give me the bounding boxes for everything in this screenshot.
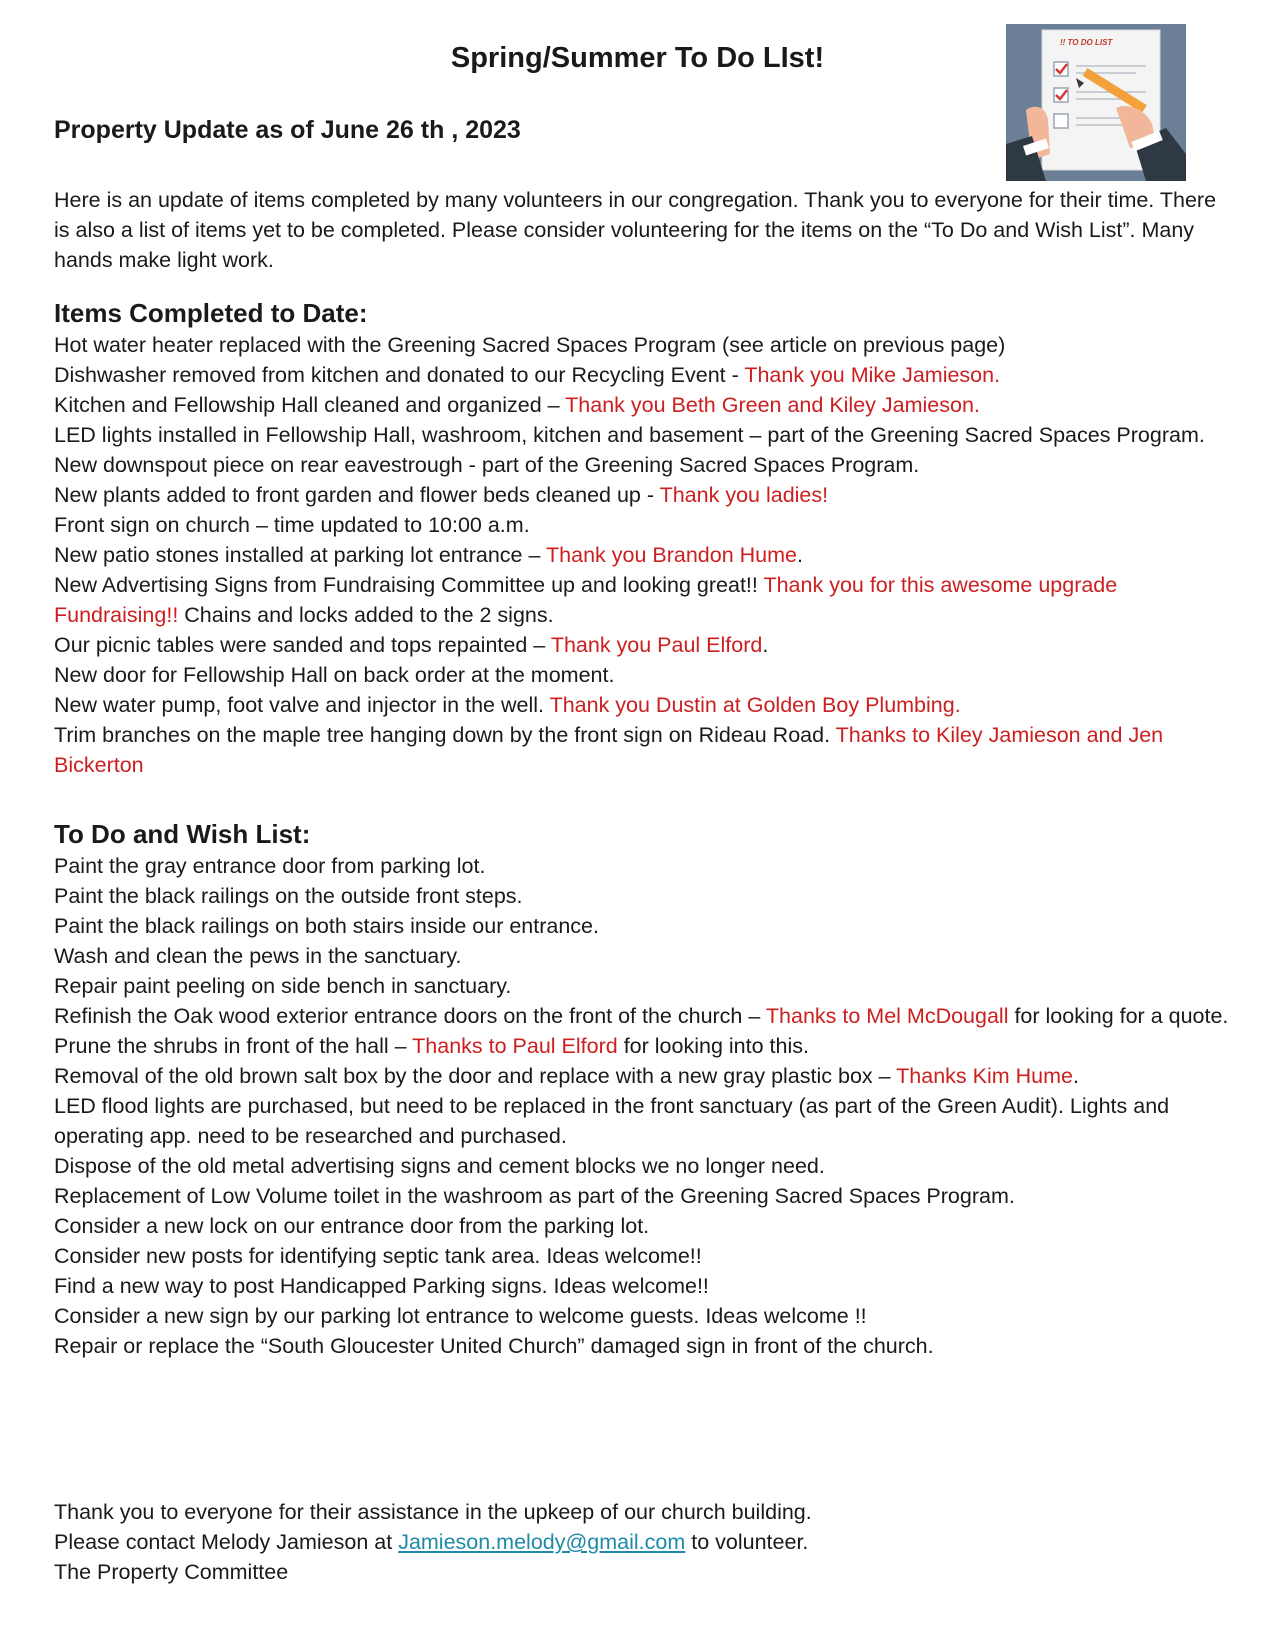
list-item [54,1151,1234,1181]
list-item [54,660,1234,690]
list-item [54,851,1234,881]
closing-thanks: Thank you to everyone for their assistance in the upkeep of our church building. [54,1500,812,1524]
thanks-text: Thank you for this awesome upgrade Fundraising!! [54,573,1118,627]
list-item [54,570,1234,630]
item-text: Dishwasher removed from kitchen and donated to our Recycling Event - [54,363,745,387]
clipboard-title: !! TO DO LIST [1060,38,1113,47]
list-item [54,690,1234,720]
completed-list [54,330,1234,780]
item-text: Refinish the Oak wood exterior entrance doors on the front of the church – [54,1004,766,1028]
contact-text: Please contact Melody Jamieson at [54,1530,399,1554]
thanks-text: Thanks to Paul Elford [412,1034,618,1058]
item-text: Kitchen and Fellowship Hall cleaned and organized – [54,393,566,417]
list-item [54,1301,1234,1331]
thanks-text: Thanks to Mel McDougall [765,1004,1009,1028]
item-text: New patio stones installed at parking lot entrance – [54,543,547,567]
item-text: Paint the gray entrance door from parking lot. [54,854,486,878]
list-item [54,911,1234,941]
list-item [54,1181,1234,1211]
item-text: Dispose of the old metal advertising signs and cement blocks we no longer need. [54,1154,825,1178]
list-item [54,330,1234,360]
completed-section [54,296,1234,780]
list-item [54,1001,1234,1031]
item-text-after: for looking for a quote. [1008,1004,1229,1028]
page-title: Spring/Summer To Do LIst! [450,42,825,74]
thanks-text: Thanks to Kiley Jamieson and Jen Bickerton [54,723,1164,777]
item-text: Repair paint peeling on side bench in sanctuary. [54,974,512,998]
list-item [54,1271,1234,1301]
item-text: Consider new posts for identifying septic tank area. Ideas welcome!! [54,1244,702,1268]
item-text: Hot water heater replaced with the Greening Sacred Spaces Program (see article on previous page) [54,333,1006,357]
item-text: Paint the black railings on the outside front steps. [54,884,523,908]
list-item [54,1091,1234,1151]
list-item [54,720,1234,780]
item-text-after: . [1073,1064,1079,1088]
item-text: Removal of the old brown salt box by the door and replace with a new gray plastic box – [54,1064,897,1088]
item-text: New water pump, foot valve and injector in the well. [54,693,550,717]
thanks-text: Thank you Brandon Hume [546,543,797,567]
list-item [54,420,1234,450]
closing-block [54,1497,1234,1587]
item-text: Consider a new lock on our entrance door from the parking lot. [54,1214,650,1238]
item-text: New door for Fellowship Hall on back order at the moment. [54,663,615,687]
list-item [54,1331,1234,1361]
list-item [54,480,1234,510]
item-text-after: for looking into this. [617,1034,809,1058]
list-item [54,390,1234,420]
item-text: Find a new way to post Handicapped Parking signs. Ideas welcome!! [54,1274,709,1298]
item-text-after: . [762,633,769,657]
thanks-text: Thank you Beth Green and Kiley Jamieson. [565,393,980,417]
item-text: LED flood lights are purchased, but need to be replaced in the front sanctuary (as part of the Green Audit). Lights and operating app. need to be researched and purchased. [54,1094,1170,1148]
list-item [54,630,1234,660]
item-text: New plants added to front garden and flower beds cleaned up - [54,483,660,507]
item-text: LED lights installed in Fellowship Hall, washroom, kitchen and basement – part of the Greening Sacred Spaces Program. [54,423,1205,447]
list-item [54,450,1234,480]
list-item [54,1241,1234,1271]
contact-text-end: to volunteer. [685,1530,809,1554]
item-text: Prune the shrubs in front of the hall – [54,1034,413,1058]
list-item [54,510,1234,540]
item-text: Our picnic tables were sanded and tops repainted – [54,633,551,657]
signature: The Property Committee [54,1560,289,1584]
list-item [54,941,1234,971]
item-text: Paint the black railings on both stairs inside our entrance. [54,914,599,938]
thanks-text: Thanks Kim Hume [896,1064,1074,1088]
clipboard-checklist-icon [1006,24,1186,181]
list-item [54,540,1234,570]
property-update-heading: Property Update as of June 26 th , 2023 [54,116,521,144]
list-item [54,1031,1234,1061]
item-text: Front sign on church – time updated to 10:00 a.m. [54,513,530,537]
list-item [54,1061,1234,1091]
thanks-text: Thank you Dustin at Golden Boy Plumbing. [549,693,961,717]
todo-heading: To Do and Wish List: [54,819,311,849]
item-text: New Advertising Signs from Fundraising Committee up and looking great!! [54,573,764,597]
item-text: Replacement of Low Volume toilet in the washroom as part of the Greening Sacred Spaces Program. [54,1184,1015,1208]
completed-heading: Items Completed to Date: [54,298,368,328]
email-link[interactable]: Jamieson.melody@gmail.com [398,1530,686,1554]
list-item [54,1211,1234,1241]
item-text-after: . [797,543,803,567]
thanks-text: Thank you Paul Elford [550,633,763,657]
item-text-after: Chains and locks added to the 2 signs. [178,603,554,627]
contact-line [54,1527,1234,1557]
list-item [54,971,1234,1001]
intro-paragraph: Here is an update of items completed by many volunteers in our congregation. Thank you to everyone for their time. There is also a list of items yet to be completed. Please consider volunteering for the items on the “To Do and Wish List”. Many hands make light work. [54,188,1217,272]
item-text: Consider a new sign by our parking lot entrance to welcome guests. Ideas welcome !! [54,1304,867,1328]
item-text: Wash and clean the pews in the sanctuary. [54,944,462,968]
list-item [54,881,1234,911]
list-item [54,360,1234,390]
todo-list [54,851,1234,1361]
todo-section [54,817,1234,1361]
thanks-text: Thank you ladies! [659,483,829,507]
item-text: Trim branches on the maple tree hanging down by the front sign on Rideau Road. [54,723,836,747]
item-text: Repair or replace the “South Gloucester United Church” damaged sign in front of the church. [54,1334,934,1358]
item-text: New downspout piece on rear eavestrough - part of the Greening Sacred Spaces Program. [54,453,920,477]
thanks-text: Thank you Mike Jamieson. [744,363,1001,387]
